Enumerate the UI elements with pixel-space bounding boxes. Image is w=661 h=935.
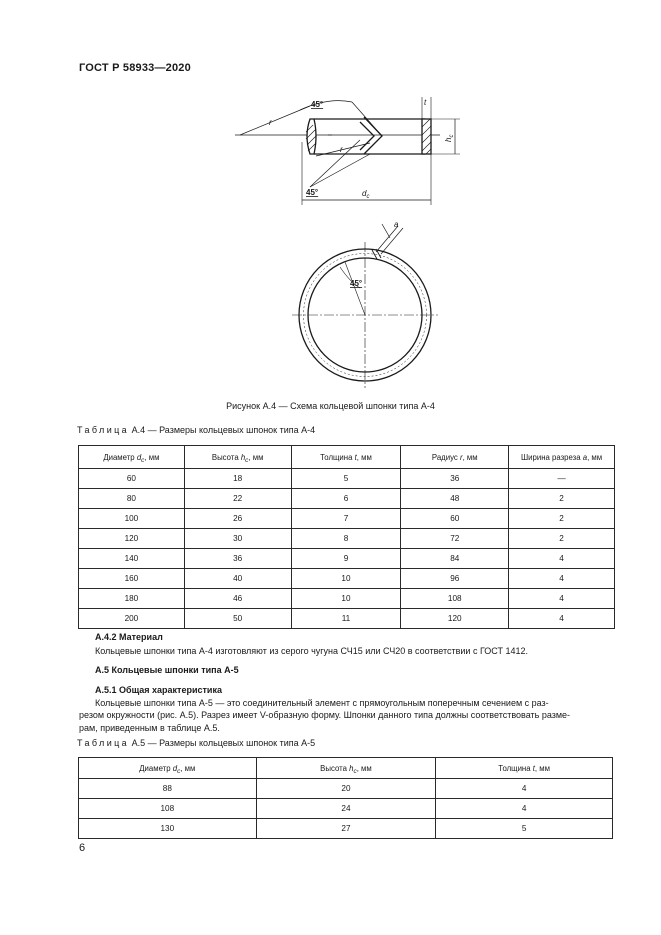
cell: 36 [184, 549, 291, 569]
cell: 60 [79, 469, 185, 489]
cell: 108 [79, 799, 257, 819]
document-header: ГОСТ Р 58933—2020 [79, 62, 191, 74]
table-row [79, 549, 615, 569]
hdr-post: , мм [180, 763, 196, 773]
hdr-pre: Толщина [498, 763, 533, 773]
cell: 4 [436, 779, 613, 799]
label-h-c-sub: c [449, 134, 455, 138]
cell: 2 [509, 529, 615, 549]
label-angle-ring: 45° [350, 279, 363, 288]
hdr-sub: c [353, 767, 357, 775]
hdr-var: d [136, 452, 142, 462]
cell: 50 [184, 609, 291, 629]
figure-caption: Рисунок А.4 — Схема кольцевой шпонки типа А-4 [226, 401, 435, 411]
cell: 2 [509, 489, 615, 509]
table-a5-caption [77, 738, 315, 748]
cell: 180 [79, 589, 185, 609]
cell: 4 [509, 549, 615, 569]
hdr-sub: c [245, 456, 249, 464]
label-r-mid: r [340, 145, 343, 154]
hdr-post: , мм [587, 452, 603, 462]
hdr-var: t [532, 763, 535, 773]
cell: 9 [291, 549, 401, 569]
cell: 10 [291, 589, 401, 609]
table-a5-header-height [256, 758, 436, 779]
section-a51-line-1-text: Кольцевые шпонки типа А-5 — это соединительный элемент с прямоугольным поперечным сечением с раз- [95, 698, 549, 708]
hdr-pre: Диаметр [139, 763, 173, 773]
table-row [79, 799, 613, 819]
hdr-var: a [582, 452, 588, 462]
table-a5-header-diameter [79, 758, 257, 779]
table-a4-header-height [184, 446, 291, 469]
hdr-pre: Высота [211, 452, 241, 462]
table-a4-caption [77, 425, 315, 435]
cell: 120 [79, 529, 185, 549]
section-a51-title: А.5.1 Общая характеристика [95, 685, 222, 695]
page-number: 6 [79, 842, 86, 854]
cell: 72 [401, 529, 509, 549]
cell: 96 [401, 569, 509, 589]
table-a5-caption-prefix: Таблица [77, 738, 130, 748]
label-angle-bottom: 45° [306, 188, 319, 197]
table-row [79, 529, 615, 549]
ring-section-right [422, 119, 431, 154]
cell: — [509, 469, 615, 489]
table-a5-header-thickness [436, 758, 613, 779]
cell: 5 [291, 469, 401, 489]
label-h-c [444, 135, 455, 142]
cell: 18 [184, 469, 291, 489]
hdr-post: , мм [144, 452, 160, 462]
label-a: a [394, 220, 399, 229]
section-a51-line-3: рам, приведенным в таблице А.5. [79, 722, 220, 733]
cell: 130 [79, 819, 257, 839]
cell: 48 [401, 489, 509, 509]
label-d-c [362, 189, 369, 200]
table-a4-header-thickness [291, 446, 401, 469]
hdr-sub: c [141, 456, 145, 464]
cell: 200 [79, 609, 185, 629]
cell: 4 [509, 569, 615, 589]
hdr-var: t [354, 452, 357, 462]
table-a4 [78, 445, 615, 629]
table-row [79, 489, 615, 509]
cell: 108 [401, 589, 509, 609]
cell: 26 [184, 509, 291, 529]
label-h-c-var: h [444, 137, 453, 142]
table-row [79, 469, 615, 489]
table-row [79, 779, 613, 799]
table-a4-header-diameter [79, 446, 185, 469]
section-a51-line-2: резом окружности (рис. А.5). Разрез имеет V-образную форму. Шпонки данного типа должны соответствовать разме- [79, 710, 571, 721]
table-a4-header-cut-width [509, 446, 615, 469]
hdr-sub: c [177, 767, 181, 775]
table-a4-caption-prefix: Таблица [77, 425, 130, 435]
cell: 27 [256, 819, 436, 839]
hdr-pre: Ширина разреза [521, 452, 583, 462]
cell: 22 [184, 489, 291, 509]
section-a42-title: А.4.2 Материал [95, 632, 163, 642]
cell: 60 [401, 509, 509, 529]
table-a5 [78, 757, 613, 839]
cell: 100 [79, 509, 185, 529]
table-row [79, 609, 615, 629]
hdr-pre: Диаметр [103, 452, 137, 462]
hdr-var: d [172, 763, 178, 773]
label-t: t [424, 98, 427, 107]
cell: 10 [291, 569, 401, 589]
cell: 6 [291, 489, 401, 509]
cell: 80 [79, 489, 185, 509]
label-d-c-sub: c [366, 194, 370, 200]
cell: 20 [256, 779, 436, 799]
cell: 40 [184, 569, 291, 589]
cell: 140 [79, 549, 185, 569]
hdr-pre: Толщина [320, 452, 355, 462]
cell: 2 [509, 509, 615, 529]
table-a4-header-radius [401, 446, 509, 469]
table-row [79, 819, 613, 839]
hdr-var: h [240, 452, 246, 462]
section-a5-title: А.5 Кольцевые шпонки типа А-5 [95, 665, 239, 675]
section-a42-body: Кольцевые шпонки типа А-4 изготовляют из серого чугуна СЧ15 или СЧ20 в соответствии с ГОСТ 1412. [95, 646, 529, 656]
label-r-top: r [269, 118, 272, 127]
table-a4-caption-text: А.4 — Размеры кольцевых шпонок типа А-4 [129, 425, 316, 435]
cell: 160 [79, 569, 185, 589]
section-a51-text [79, 697, 616, 734]
cell: 24 [256, 799, 436, 819]
hdr-var: h [349, 763, 354, 773]
cell: 11 [291, 609, 401, 629]
hdr-pre: Высота [320, 763, 350, 773]
cell: 88 [79, 779, 257, 799]
cell: 120 [401, 609, 509, 629]
cell: 7 [291, 509, 401, 529]
hdr-post: , мм [356, 452, 372, 462]
hdr-post: , мм [248, 452, 264, 462]
table-row [79, 589, 615, 609]
hdr-post: , мм [356, 763, 372, 773]
figure-a4-drawing [200, 92, 460, 392]
section-a51-line-1 [79, 697, 616, 709]
label-angle-top: 45° [311, 100, 324, 109]
hdr-post: , мм [534, 763, 550, 773]
radius-arc-top [300, 101, 352, 110]
cell: 30 [184, 529, 291, 549]
table-a5-caption-text: А.5 — Размеры кольцевых шпонок типа А-5 [129, 738, 316, 748]
cell: 8 [291, 529, 401, 549]
cell: 46 [184, 589, 291, 609]
hdr-post: , мм [462, 452, 478, 462]
table-row [79, 509, 615, 529]
label-d-c-var: d [362, 189, 367, 198]
hdr-pre: Радиус [431, 452, 460, 462]
cell: 84 [401, 549, 509, 569]
cell: 36 [401, 469, 509, 489]
table-row [79, 569, 615, 589]
cell: 4 [436, 799, 613, 819]
cell: 4 [509, 589, 615, 609]
hdr-var: r [459, 452, 463, 462]
cell: 4 [509, 609, 615, 629]
cell: 5 [436, 819, 613, 839]
section-a42-text [79, 645, 616, 657]
